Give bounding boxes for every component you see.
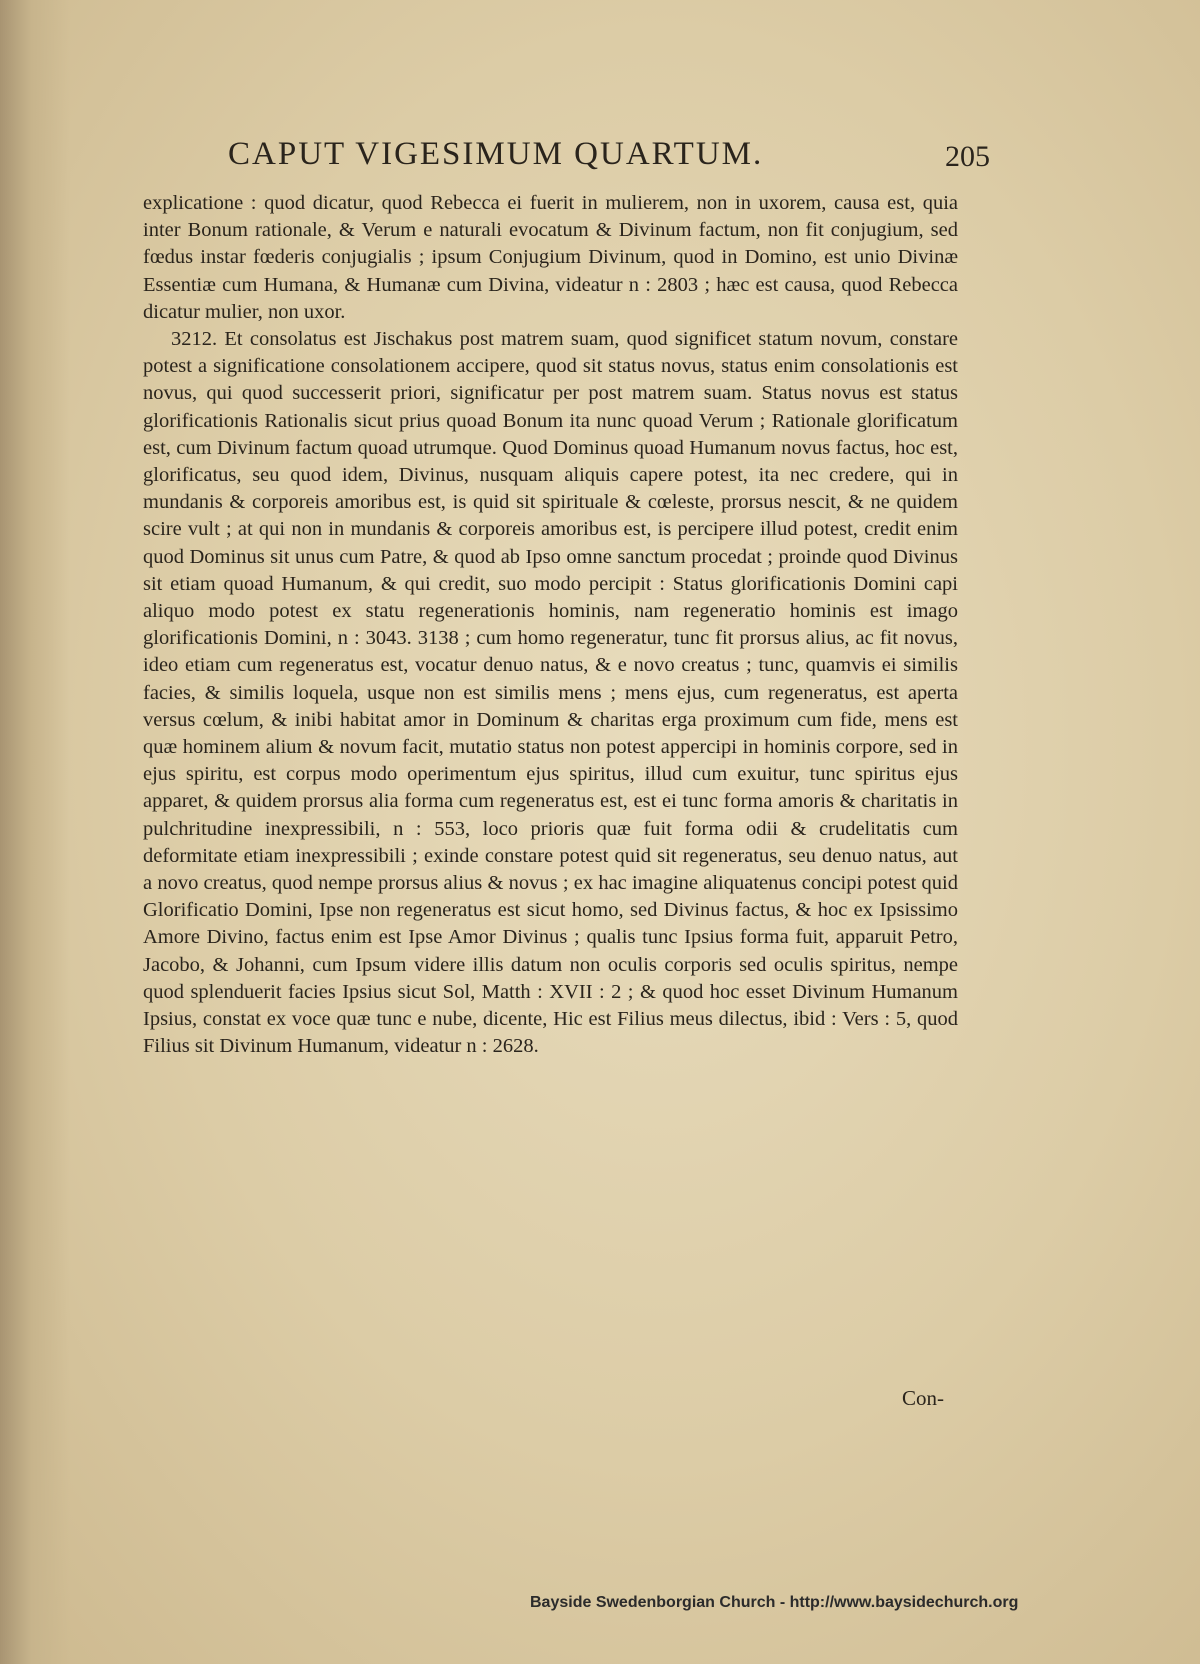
page-number: 205: [945, 140, 990, 173]
running-title: CAPUT VIGESIMUM QUARTUM.: [228, 136, 764, 172]
paragraph-3212: 3212. Et consolatus est Jischakus post matrem suam, quod significet statum novum, constare potest a significatione consolationem accipere, quod sit status novus, status enim consolationis est novus, qui quod successerit priori, significatur per post matrem suam. Status novus est status glorificationis Rationalis sicut prius quoad Bonum ita nunc quoad Verum ; Rationale glorificatum est, cum Divinum factum quoad utrumque. Quod Dominus quoad Humanum novus factus, hoc est, glorificatus, seu quod idem, Divinus, nusquam aliquis capere potest, ita nec credere, qui in mundanis & corporeis amoribus est, is quid sit spirituale & cœleste, prorsus nescit, & ne quidem scire vult ; at qui non in mundanis & corporeis amoribus est, is percipere illud potest, credit enim quod Dominus sit unus cum Patre, & quod ab Ipso omne sanctum procedat ; proinde quod Divinus sit etiam quoad Humanum, & qui credit, suo modo percipit : Status glorificationis Domini capi aliquo modo potest ex statu regenerationis hominis, nam regeneratio hominis est imago glorificationis Domini, n : 3043. 3138 ; cum homo regeneratur, tunc fit prorsus alius, ac fit novus, ideo etiam cum regeneratus est, vocatur denuo natus, & e novo creatus ; tunc, quamvis ei similis facies, & similis loquela, usque non est similis mens ; mens ejus, cum regeneratus, est aperta versus cœlum, & inibi habitat amor in Dominum & charitas erga proximum cum fide, mens est quæ hominem alium & novum facit, mutatio status non potest appercipi in hominis corpore, sed in ejus spiritu, est corpus modo operimentum ejus spiritus, illud cum exuitur, tunc spiritus ejus apparet, & quidem prorsus alia forma cum regeneratus est, est ei tunc forma amoris & charitatis in pulchritudine inexpressibili, n : 553, loco prioris quæ fuit forma odii & crudelitatis cum deformitate etiam inexpressibili ; exinde constare potest quid sit regeneratus, seu denuo natus, aut a novo creatus, quod nempe prorsus alius & novus ; ex hac imagine aliquatenus concipi potest quid Glorificatio Domini, Ipse non regeneratus est sicut homo, sed Divinus factus, & hoc ex Ipsissimo Amore Divino, factus enim est Ipse Amor Divinus ; qualis tunc Ipsius forma fuit, apparuit Petro, Jacobo, & Johanni, cum Ipsum videre illis datum non oculis corporis sed oculis spiritus, nempe quod splenduerit facies Ipsius sicut Sol, Matth : XVII : 2 ; & quod hoc esset Divinum Humanum Ipsius, constat ex voce quæ tunc e nube, dicente, Hic est Filius meus dilectus, ibid : Vers : 5, quod Filius sit Divinum Humanum, videatur n : 2628.: [143, 328, 958, 1058]
catchword: Con-: [902, 1386, 944, 1410]
page-header: [140, 128, 990, 178]
footer-watermark: Bayside Swedenborgian Church - http://www.baysidechurch.org: [530, 1594, 1019, 1611]
paragraph-continued: explicatione : quod dicatur, quod Rebecca ei fuerit in mulierem, non in uxorem, causa est, quia inter Bonum rationale, & Verum e naturali evocatum & Divinum factum, non fit conjugium, sed fœdus instar fœderis conjugialis ; ipsum Conjugium Divinum, quod in Domino, est unio Divinæ Essentiæ cum Humana, & Humanæ cum Divina, videatur n : 2803 ; hæc est causa, quod Rebecca dicatur mulier, non uxor.: [143, 192, 958, 323]
body-text: [143, 190, 958, 1061]
page-gutter-shadow: [0, 0, 70, 1664]
